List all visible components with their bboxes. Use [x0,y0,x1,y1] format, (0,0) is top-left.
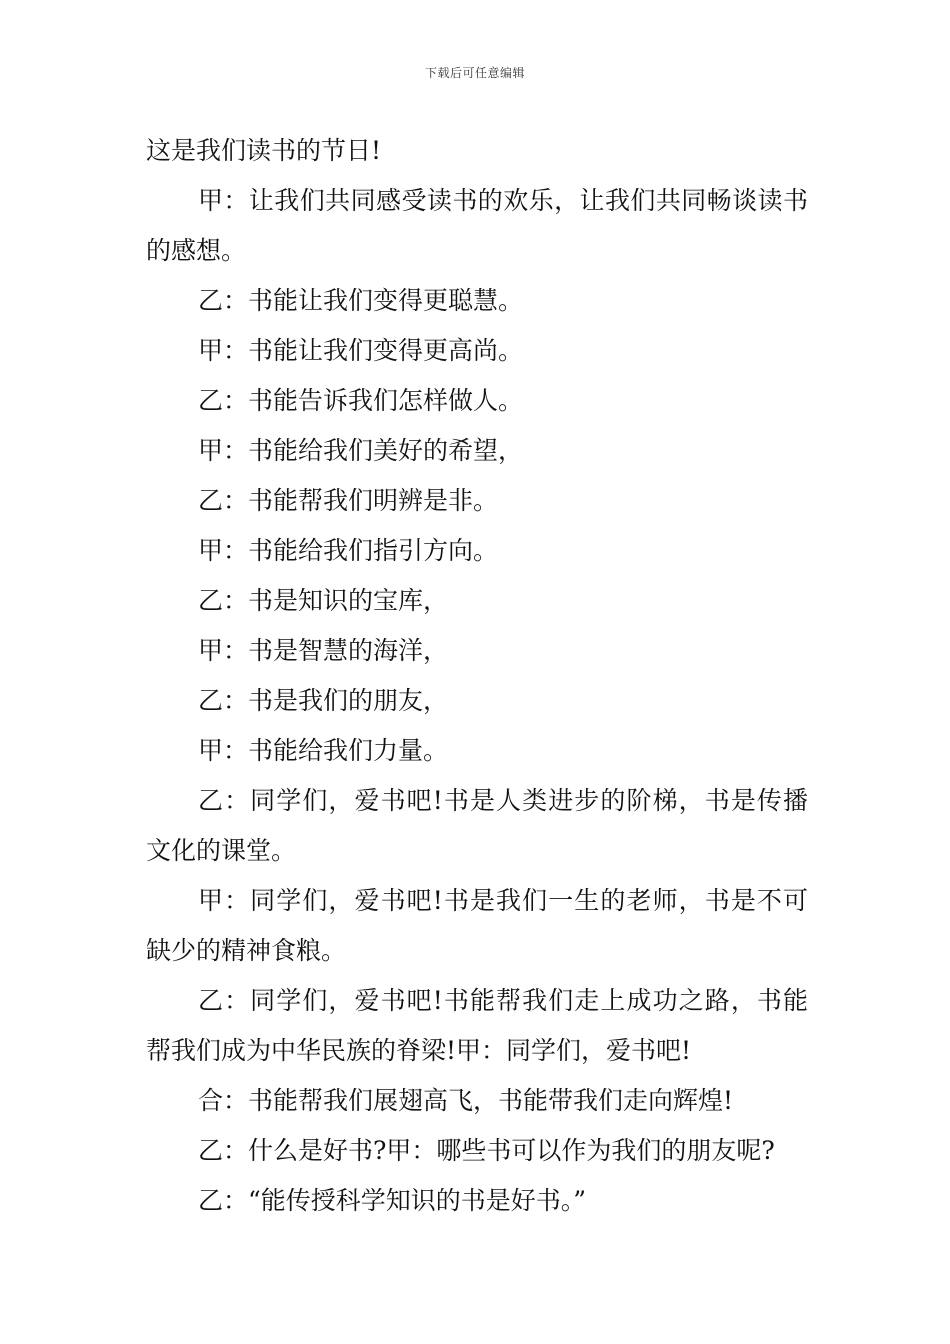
paragraph-13: 甲：同学们，爱书吧!书是我们一生的老师，书是不可缺少的精神食粮。 [146,886,808,965]
paragraph-7: 甲：书能给我们指引方向。 [198,536,499,565]
paragraph-9: 甲：书是智慧的海洋， [198,636,449,665]
paragraph-11: 甲：书能给我们力量。 [198,736,449,765]
paragraph-14: 乙：同学们，爱书吧!书能帮我们走上成功之路，书能帮我们成为中华民族的脊梁!甲：同学们，爱书吧! [146,986,808,1065]
paragraph-2: 乙：书能让我们变得更聪慧。 [198,286,524,315]
paragraph-8: 乙：书是知识的宝库， [198,586,449,615]
paragraph-10: 乙：书是我们的朋友， [198,686,449,715]
page-header-note: 下载后可任意编辑 [424,66,525,80]
paragraph-5: 甲：书能给我们美好的希望， [198,436,524,465]
paragraph-1: 甲：让我们共同感受读书的欢乐，让我们共同畅谈读书的感想。 [146,186,808,265]
paragraph-15: 合：书能帮我们展翅高飞，书能带我们走向辉煌! [198,1086,734,1115]
paragraph-6: 乙：书能帮我们明辨是非。 [198,486,499,515]
paragraph-3: 甲：书能让我们变得更高尚。 [198,336,524,365]
paragraph-17: 乙：“能传授科学知识的书是好书。” [198,1186,587,1215]
document-body [146,126,808,1226]
paragraph-4: 乙：书能告诉我们怎样做人。 [198,386,524,415]
paragraph-0: 这是我们读书的节日! [146,136,382,165]
paragraph-16: 乙：什么是好书?甲：哪些书可以作为我们的朋友呢? [198,1136,775,1165]
paragraph-12: 乙：同学们，爱书吧!书是人类进步的阶梯，书是传播文化的课堂。 [146,786,808,865]
